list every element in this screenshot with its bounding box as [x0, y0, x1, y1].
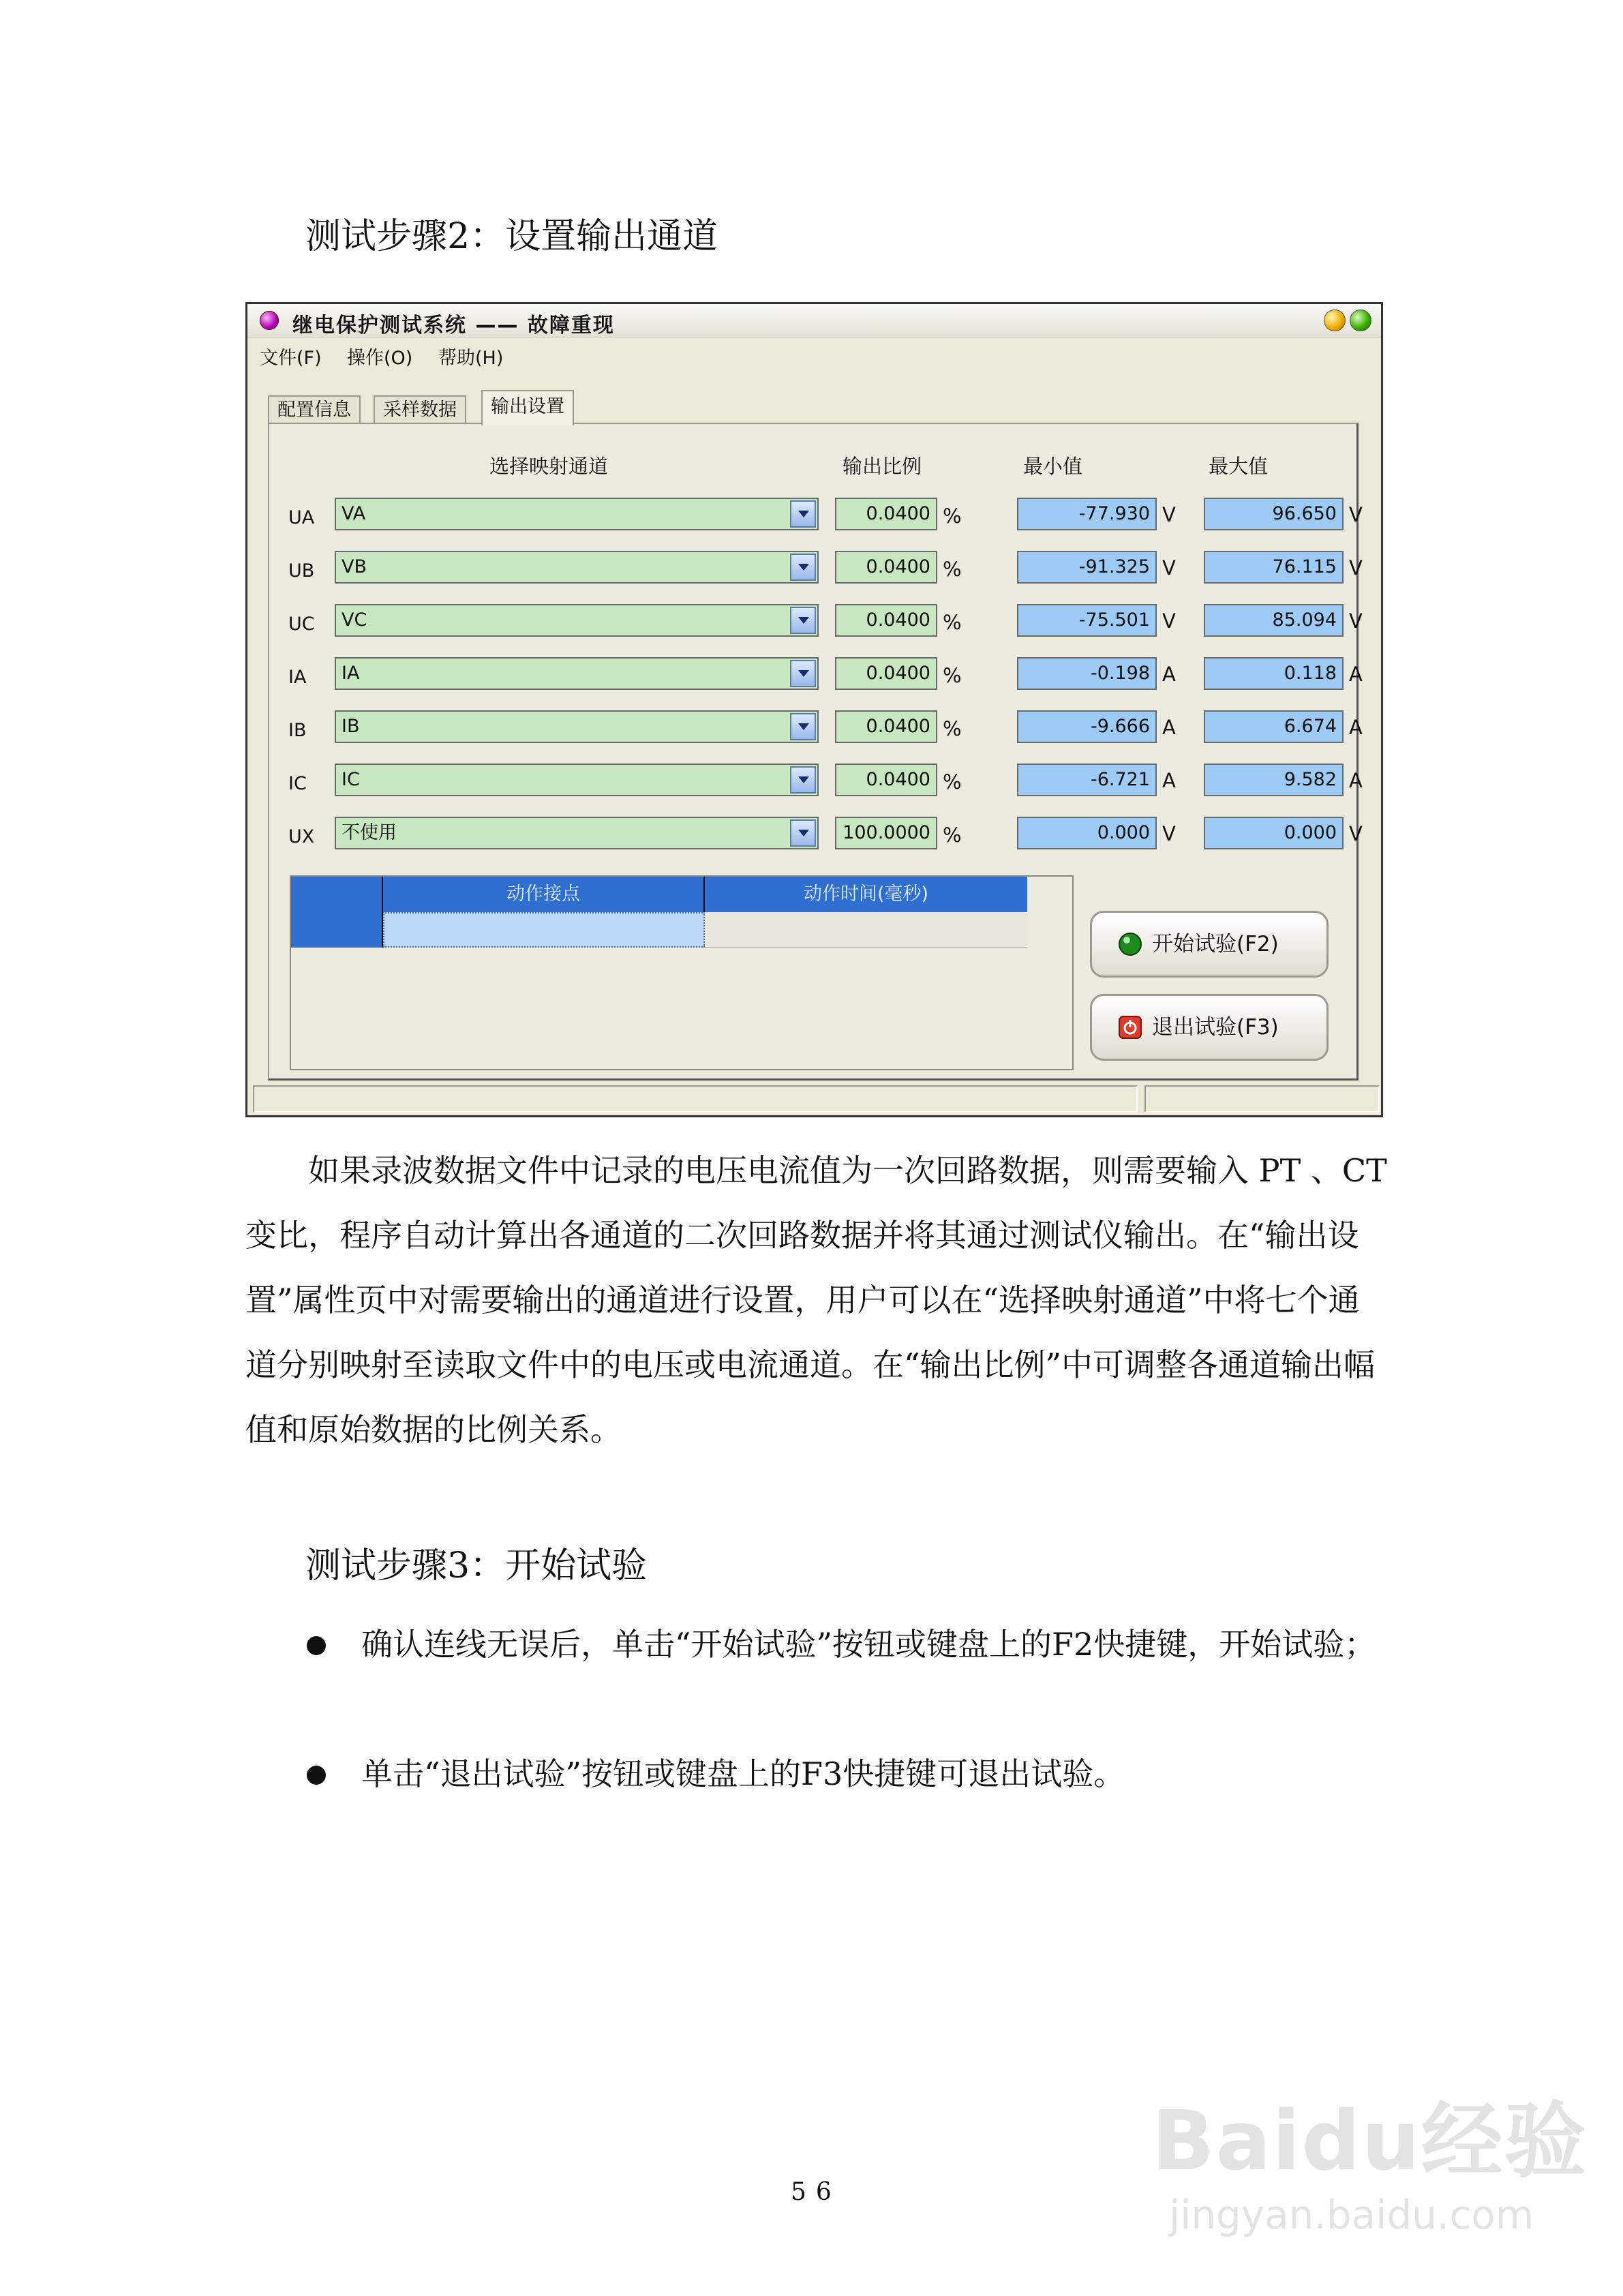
tab-sample-data[interactable]: 采样数据: [374, 395, 466, 424]
row-label: UB: [288, 560, 315, 581]
title-bar[interactable]: [247, 304, 1381, 337]
channel-select[interactable]: [335, 498, 819, 530]
channel-select-value: 不使用: [342, 822, 397, 843]
max-value-field[interactable]: 6.674: [1204, 710, 1344, 743]
window-title: 继电保护测试系统 —— 故障重现: [292, 314, 615, 337]
grid-row-header[interactable]: [291, 912, 383, 948]
status-bar: [253, 1085, 1376, 1113]
bullet-dot-2: [307, 1766, 326, 1785]
output-ratio-field[interactable]: 100.0000: [835, 817, 937, 849]
output-ratio-field[interactable]: 0.0400: [835, 604, 937, 637]
min-value-field[interactable]: 0.000: [1017, 817, 1157, 849]
menu-bar: [247, 337, 1381, 367]
grid-header-contact[interactable]: 动作接点: [383, 877, 705, 912]
max-unit: A: [1349, 716, 1363, 739]
status-pane-main: [253, 1085, 1138, 1113]
channel-select[interactable]: [335, 817, 819, 849]
baidu-watermark-logo: Baidu经验: [1152, 2094, 1588, 2189]
channel-select-value: VB: [342, 556, 367, 577]
channel-select-value: VA: [342, 503, 366, 524]
ratio-unit: %: [943, 824, 962, 847]
baidu-watermark-url: jingyan.baidu.com: [1169, 2192, 1534, 2238]
min-value-field[interactable]: -0.198: [1017, 657, 1157, 690]
ratio-unit: %: [943, 770, 962, 794]
bullet-item-2: 单击“退出试验”按钮或键盘上的F3快捷键可退出试验。: [361, 1755, 1125, 1792]
max-value-field[interactable]: 0.118: [1204, 657, 1344, 690]
column-header-ratio: 输出比例: [843, 455, 922, 478]
min-value-field[interactable]: -91.325: [1017, 551, 1157, 584]
grid-cell-time[interactable]: [705, 912, 1027, 948]
chevron-down-icon[interactable]: [790, 607, 816, 634]
output-ratio-field[interactable]: 0.0400: [835, 498, 937, 530]
row-label: UA: [288, 507, 315, 528]
exit-test-label: 退出试验(F3): [1152, 1015, 1279, 1040]
output-ratio-field[interactable]: 0.0400: [835, 657, 937, 690]
bullet-dot-1: [307, 1636, 326, 1655]
step2-heading: 测试步骤2：设置输出通道: [305, 216, 718, 257]
body-paragraph: 如果录波数据文件中记录的电压电流值为一次回路数据，则需要输入 PT 、CT 变比，程序自动计算出各通道的二次回路数据并将其通过测试仪输出。在“输出设置”属性页中对需要输出的通道进行设置，用户可以在“选择映射通道”中将七个通道分别映射至读取文件中的电压或电流通道。在“输出比例”中可调整各通道输出幅值和原始数据的比例关系。: [245, 1152, 1387, 1448]
chevron-down-icon[interactable]: [790, 660, 816, 687]
chevron-down-icon[interactable]: [790, 713, 816, 740]
channel-select[interactable]: [335, 604, 819, 637]
channel-select-value: VC: [342, 609, 367, 631]
max-value-field[interactable]: 96.650: [1204, 498, 1344, 530]
row-label: UC: [288, 614, 315, 635]
channel-select-value: IB: [342, 716, 360, 737]
row-label: UX: [288, 826, 315, 847]
min-value-field[interactable]: -6.721: [1017, 764, 1157, 796]
tab-output-settings[interactable]: 输出设置: [481, 390, 574, 425]
app-icon: [260, 311, 279, 330]
page-number: 56: [791, 2178, 841, 2206]
column-header-channel: 选择映射通道: [489, 455, 609, 478]
power-off-icon: [1118, 1015, 1142, 1040]
action-contact-grid: [290, 875, 1074, 1070]
max-unit: A: [1349, 663, 1363, 686]
menu-file[interactable]: 文件(F): [260, 348, 322, 369]
menu-help[interactable]: 帮助(H): [438, 348, 504, 369]
row-label: IA: [288, 667, 307, 688]
ratio-unit: %: [943, 504, 962, 528]
min-unit: V: [1162, 503, 1176, 526]
grid-corner-header: [291, 877, 383, 912]
min-value-field[interactable]: -77.930: [1017, 498, 1157, 530]
max-unit: V: [1349, 503, 1363, 526]
min-value-field[interactable]: -75.501: [1017, 604, 1157, 637]
max-unit: V: [1349, 556, 1363, 579]
min-unit: A: [1162, 663, 1176, 686]
min-unit: V: [1162, 556, 1176, 579]
status-pane-secondary: [1144, 1085, 1380, 1113]
chevron-down-icon[interactable]: [790, 819, 816, 847]
column-header-min: 最小值: [1023, 455, 1083, 478]
channel-select[interactable]: [335, 657, 819, 690]
max-value-field[interactable]: 85.094: [1204, 604, 1344, 637]
chevron-down-icon[interactable]: [790, 766, 816, 794]
min-unit: V: [1162, 609, 1176, 633]
output-ratio-field[interactable]: 0.0400: [835, 551, 937, 584]
grid-cell-contact[interactable]: [383, 912, 705, 948]
green-light-icon: [1118, 932, 1142, 956]
column-header-max: 最大值: [1209, 455, 1269, 478]
channel-select-value: IC: [342, 769, 360, 790]
ratio-unit: %: [943, 664, 962, 687]
channel-select[interactable]: [335, 710, 819, 743]
app-window: [245, 302, 1383, 1117]
bullet-item-1: 确认连线无误后，单击“开始试验”按钮或键盘上的F2快捷键，开始试验；: [361, 1626, 1376, 1663]
output-ratio-field[interactable]: 0.0400: [835, 764, 937, 796]
max-unit: V: [1349, 609, 1363, 633]
tab-config-info[interactable]: 配置信息: [268, 395, 361, 424]
grid-header-time[interactable]: 动作时间(毫秒): [705, 877, 1027, 912]
menu-operate[interactable]: 操作(O): [347, 348, 413, 369]
max-unit: A: [1349, 769, 1363, 792]
exit-test-button[interactable]: [1090, 994, 1329, 1061]
channel-select-value: IA: [342, 663, 360, 684]
output-ratio-field[interactable]: 0.0400: [835, 710, 937, 743]
min-unit: A: [1162, 769, 1176, 792]
max-value-field[interactable]: 9.582: [1204, 764, 1344, 796]
ratio-unit: %: [943, 717, 962, 740]
ratio-unit: %: [943, 611, 962, 634]
chevron-down-icon[interactable]: [790, 554, 816, 581]
minimize-button[interactable]: [1324, 309, 1346, 331]
min-unit: V: [1162, 822, 1176, 845]
step3-heading: 测试步骤3：开始试验: [305, 1545, 648, 1586]
row-label: IB: [288, 720, 307, 741]
start-test-button[interactable]: [1090, 911, 1329, 978]
max-value-field[interactable]: 76.115: [1204, 551, 1344, 584]
min-value-field[interactable]: -9.666: [1017, 710, 1157, 743]
max-value-field[interactable]: 0.000: [1204, 817, 1344, 849]
channel-select[interactable]: [335, 551, 819, 584]
start-test-label: 开始试验(F2): [1152, 932, 1279, 956]
channel-select[interactable]: [335, 764, 819, 796]
row-label: IC: [288, 773, 307, 794]
chevron-down-icon[interactable]: [790, 500, 816, 528]
max-unit: V: [1349, 822, 1363, 845]
ratio-unit: %: [943, 558, 962, 581]
maximize-button[interactable]: [1350, 309, 1371, 331]
min-unit: A: [1162, 716, 1176, 739]
